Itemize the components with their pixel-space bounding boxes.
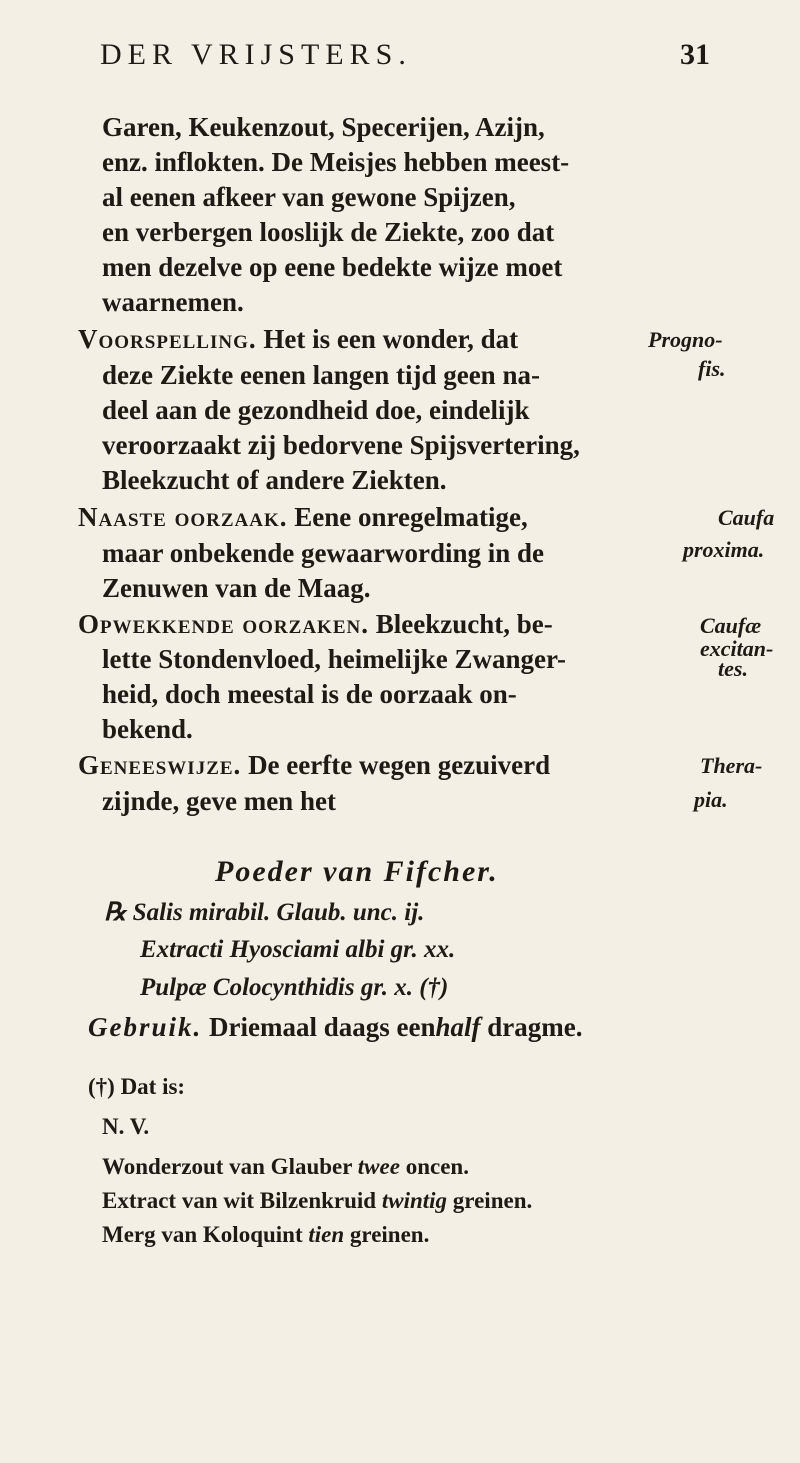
body-line: en verbergen looslijk de Ziekte, zoo dat xyxy=(102,217,555,247)
ingredient: Salis mirabil. Glaub. unc. ij. xyxy=(132,899,425,926)
usage-line xyxy=(88,1012,582,1043)
footnote-line xyxy=(102,1186,532,1216)
footnote-line xyxy=(102,1152,469,1182)
footnote-text: Extract van wit Bilzenkruid xyxy=(102,1188,377,1213)
formula-line xyxy=(104,896,424,929)
ingredient: Pulpæ Colocynthidis gr. x. (†) xyxy=(140,974,449,1001)
formula-title: Poeder van Fifcher. xyxy=(215,855,499,888)
running-title: DER VRIJSTERS. xyxy=(100,38,412,71)
section-heading: Geneeswijze. xyxy=(78,750,242,780)
margin-note: excitan- xyxy=(700,636,774,661)
section-heading: Opwekkende oorzaken. xyxy=(78,609,369,639)
margin-note: proxima. xyxy=(683,537,765,562)
footnote-text: greinen. xyxy=(349,1222,430,1247)
footnote-text: oncen. xyxy=(405,1154,469,1179)
body-line: maar onbekende gewaarwording in de xyxy=(102,538,545,568)
body-line: waarnemen. xyxy=(102,287,244,317)
footnote-text: greinen. xyxy=(452,1188,533,1213)
body-line: Eene onregelmatige, xyxy=(294,502,528,532)
footnote-marker: (†) Dat is: xyxy=(88,1074,186,1099)
body-line: zijnde, geve men het xyxy=(102,786,336,816)
body-line: lette Stondenvloed, heimelijke Zwanger- xyxy=(102,644,566,674)
body-line: Bleekzucht, be- xyxy=(375,609,553,639)
body-line: deel aan de gezondheid doe, eindelijk xyxy=(102,395,530,425)
margin-note: Thera- xyxy=(700,753,763,778)
margin-note: Caufa xyxy=(718,505,775,530)
footnote-nb: N. V. xyxy=(102,1114,150,1139)
body-line: Bleekzucht of andere Ziekten. xyxy=(102,465,447,495)
body-line: men dezelve op eene bedekte wijze moet xyxy=(102,252,563,282)
margin-note: Progno- xyxy=(648,327,723,352)
section-opwekkende xyxy=(78,607,553,641)
section-heading: Voorspelling. xyxy=(78,324,257,354)
margin-note: Caufæ xyxy=(700,613,762,638)
section-geneeswijze xyxy=(78,748,550,782)
body-line: heid, doch meestal is de oorzaak on- xyxy=(102,679,517,709)
usage-text: Driemaal daags een xyxy=(209,1012,436,1042)
footnote-text: Merg van Koloquint xyxy=(102,1222,303,1247)
body-line: al eenen afkeer van gewone Spijzen, xyxy=(102,182,516,212)
body-line: Zenuwen van de Maag. xyxy=(102,573,371,603)
margin-note: pia. xyxy=(694,787,728,812)
footnote-emphasis: twintig xyxy=(381,1188,448,1213)
running-head xyxy=(100,38,710,78)
body-line: Garen, Keukenzout, Specerijen, Azijn, xyxy=(102,112,545,142)
recipe-symbol: ℞ xyxy=(104,897,127,926)
body-line: deze Ziekte eenen langen tijd geen na- xyxy=(102,360,540,390)
usage-emphasis: half xyxy=(435,1012,481,1042)
body-line: bekend. xyxy=(102,714,193,744)
section-naaste xyxy=(78,500,528,534)
footnote-line xyxy=(102,1220,429,1250)
footnote-emphasis: tien xyxy=(308,1222,345,1247)
ingredient: Extracti Hyosciami albi gr. xx. xyxy=(140,936,456,963)
usage-text: dragme. xyxy=(487,1012,583,1042)
body-line: De eerfte wegen gezuiverd xyxy=(248,750,551,780)
usage-label: Gebruik. xyxy=(88,1012,203,1042)
body-line: veroorzaakt zij bedorvene Spijsvertering, xyxy=(102,430,580,460)
footnote-text: Wonderzout van Glauber xyxy=(102,1154,353,1179)
margin-note: fis. xyxy=(698,356,726,381)
body-line: Het is een wonder, dat xyxy=(263,324,519,354)
section-heading: Naaste oorzaak. xyxy=(78,502,288,532)
body-line: enz. inflokten. De Meisjes hebben meest- xyxy=(102,147,570,177)
page-number: 31 xyxy=(680,38,710,71)
margin-note: tes. xyxy=(718,656,748,681)
section-voorspelling xyxy=(78,322,518,356)
footnote-emphasis: twee xyxy=(357,1154,400,1179)
